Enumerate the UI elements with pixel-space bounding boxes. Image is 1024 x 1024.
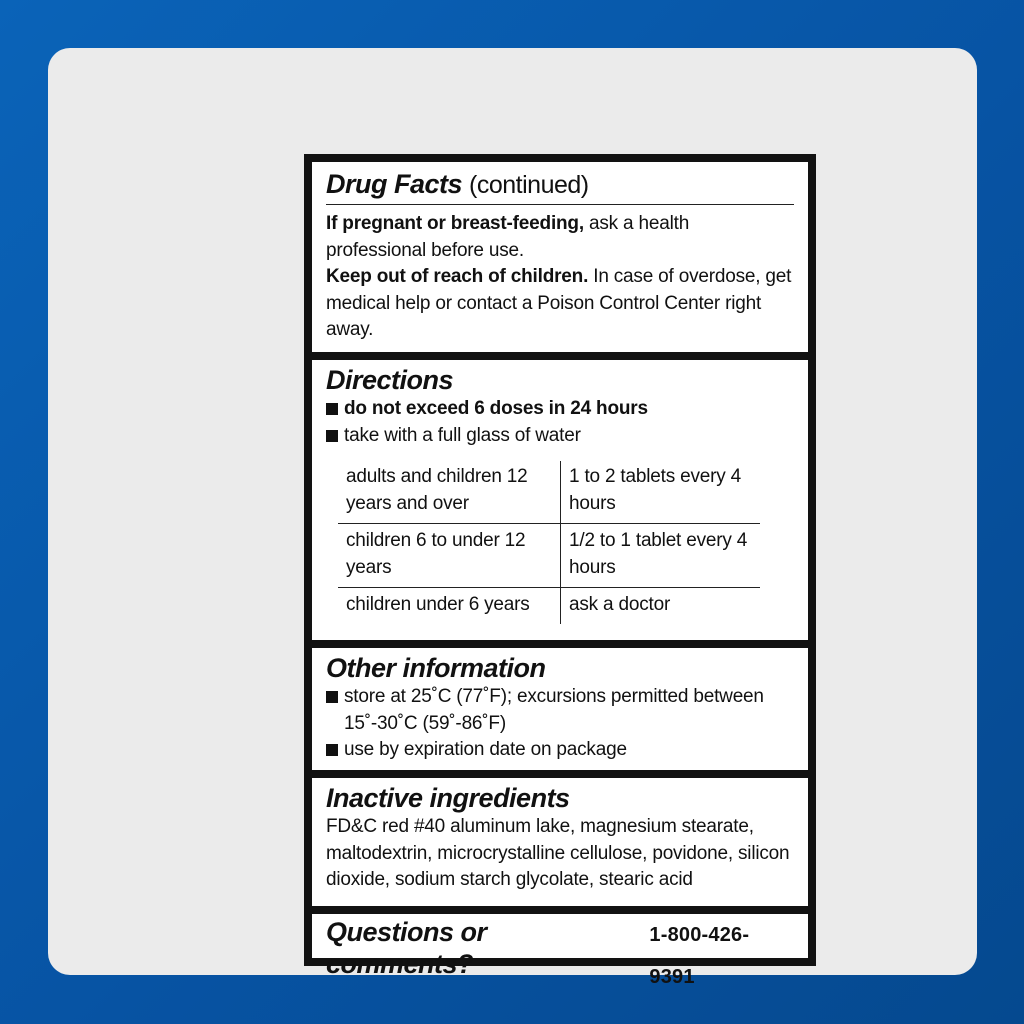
drug-facts-title: Drug Facts — [326, 169, 463, 199]
directions-bullet-text: do not exceed 6 doses in 24 hours — [344, 398, 648, 419]
square-bullet-icon — [326, 430, 338, 442]
drug-facts-label — [304, 154, 816, 988]
drug-facts-continued: (continued) — [469, 171, 589, 199]
age-group-cell: adults and children 12 years and over — [338, 461, 561, 524]
pregnancy-warning-bold: If pregnant or breast-feeding, — [326, 213, 584, 234]
children-warning-bold: Keep out of reach of children. — [326, 266, 589, 287]
questions-heading: Questions or comments? — [326, 917, 487, 979]
pregnancy-warning — [326, 211, 794, 264]
directions-bullet — [326, 396, 794, 423]
children-warning — [326, 264, 794, 344]
dose-cell: 1 to 2 tablets every 4 hours — [561, 461, 761, 524]
table-row — [338, 461, 760, 524]
age-group-cell: children 6 to under 12 years — [338, 524, 561, 588]
dose-cell: 1/2 to 1 tablet every 4 hours — [561, 524, 761, 588]
background-card — [48, 48, 977, 988]
storage-bullet-text: store at 25˚C (77˚F); excursions permitted between 15˚-30˚C (59˚-86˚F) — [344, 686, 764, 734]
pregnancy-warning-text: ask a health professional before use. — [326, 213, 690, 261]
questions-line — [326, 914, 794, 998]
storage-bullet — [326, 684, 794, 737]
table-row — [338, 588, 760, 625]
inactive-ingredients-section — [312, 778, 808, 906]
age-group-cell: children under 6 years — [338, 588, 561, 625]
square-bullet-icon — [326, 691, 338, 703]
drug-facts-section — [312, 162, 808, 352]
square-bullet-icon — [326, 403, 338, 415]
directions-bullet-text: take with a full glass of water — [344, 424, 581, 446]
square-bullet-icon — [326, 744, 338, 756]
phone-number: 1-800-426-9391 — [649, 924, 750, 988]
directions-bullet — [326, 423, 794, 450]
dosage-table — [338, 461, 760, 624]
table-row — [338, 524, 760, 588]
directions-section — [312, 360, 808, 640]
children-warning-text: In case of overdose, get medical help or contact a Poison Control Center right away. — [326, 266, 792, 340]
drug-facts-heading — [326, 162, 794, 201]
other-information-heading: Other information — [326, 653, 546, 683]
expiration-bullet-text: use by expiration date on package — [344, 739, 627, 760]
directions-heading: Directions — [326, 365, 454, 395]
inactive-ingredients-text: FD&C red #40 aluminum lake, magnesium stearate, maltodextrin, microcrystalline cellulose, povidone, silicon dioxide, sodium starch glycolate, stearic acid — [326, 816, 790, 890]
inactive-ingredients-heading: Inactive ingredients — [326, 783, 570, 813]
expiration-bullet — [326, 737, 794, 764]
questions-section — [312, 914, 808, 988]
other-information-section — [312, 648, 808, 770]
heading-rule — [326, 204, 794, 205]
dose-cell: ask a doctor — [569, 594, 671, 615]
